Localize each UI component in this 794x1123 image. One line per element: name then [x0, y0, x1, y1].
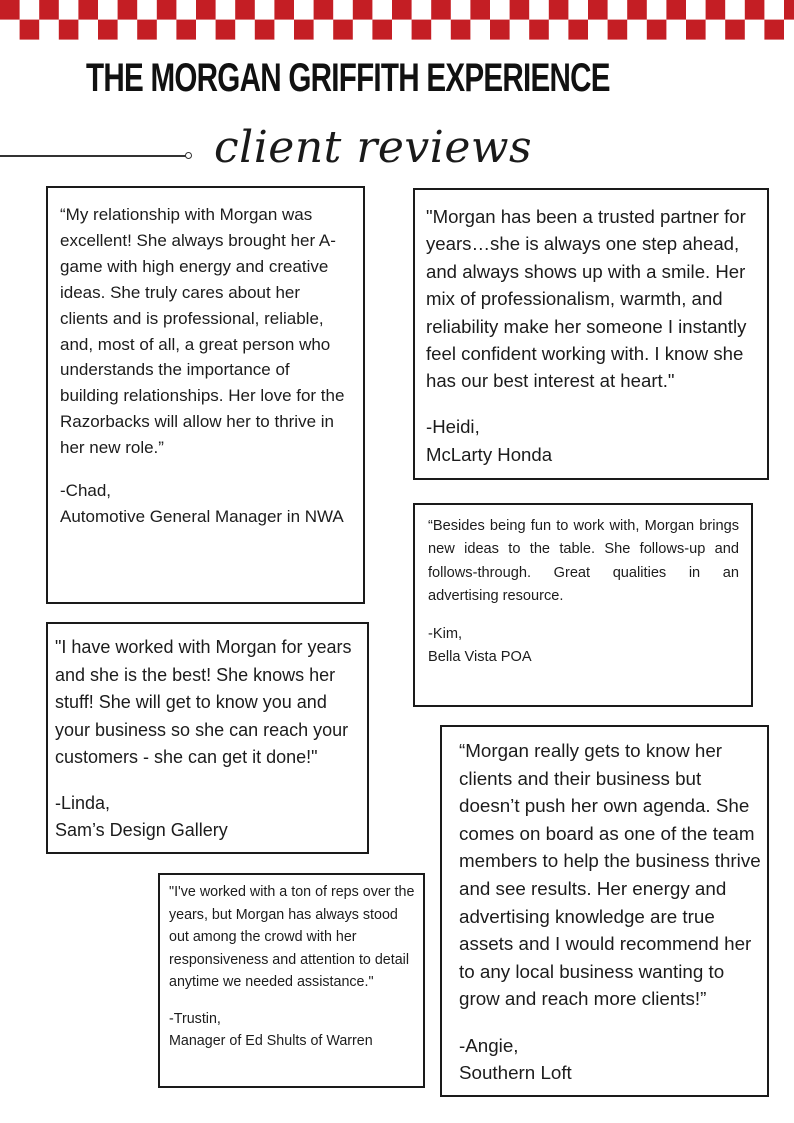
checker-cell	[470, 20, 490, 40]
checker-cell	[647, 20, 667, 40]
review-card-kim	[413, 503, 753, 707]
reviewer-name: -Linda,	[55, 792, 111, 813]
checker-cell	[549, 0, 569, 20]
checker-cell	[431, 0, 451, 20]
checker-cell	[529, 0, 549, 20]
review-quote: “My relationship with Morgan was excellent! She always brought her A-game with high energy and creative ideas. She truly cares about her clients and is professional, reliable, and, most of all, a great person who understands the importance of building relationships. Her love for the Razorbacks will allow her to thrive in her new role.”	[60, 205, 345, 458]
checker-cell	[294, 20, 314, 40]
checker-cell	[725, 0, 745, 20]
checker-cell	[470, 0, 490, 20]
checker-cell	[392, 20, 412, 40]
reviewer-name: -Chad,	[60, 481, 112, 501]
divider-dot	[185, 152, 192, 159]
checker-cell	[39, 0, 59, 20]
checker-cell	[451, 20, 471, 40]
reviewer-name: -Angie,	[459, 1034, 519, 1056]
checker-cell	[0, 20, 20, 40]
review-quote: "I have worked with Morgan for years and she is the best! She knows her stuff! She will get to know you and your business so she can reach your customers - she can get it done!"	[55, 637, 352, 767]
checker-cell	[627, 20, 647, 40]
checker-cell	[666, 20, 686, 40]
checker-cell	[490, 0, 510, 20]
checker-cell	[510, 0, 530, 20]
checker-cell	[588, 0, 608, 20]
checker-cell	[176, 20, 196, 40]
checker-cell	[39, 20, 59, 40]
checker-cell	[137, 20, 157, 40]
checker-cell	[431, 20, 451, 40]
checker-cell	[255, 0, 275, 20]
reviewer-name: -Kim,	[428, 625, 463, 642]
checker-cell	[98, 0, 118, 20]
checker-cell	[451, 0, 471, 20]
checker-cell	[647, 0, 667, 20]
checker-cell	[294, 0, 314, 20]
checker-cell	[666, 0, 686, 20]
divider-line	[0, 155, 186, 157]
checker-cell	[333, 20, 353, 40]
checker-cell	[372, 20, 392, 40]
review-card-angie	[440, 725, 769, 1097]
review-card-chad	[46, 186, 365, 604]
checker-cell	[412, 20, 432, 40]
checker-cell	[510, 20, 530, 40]
checker-cell	[20, 0, 40, 20]
checker-cell	[176, 0, 196, 20]
reviewer-name: -Trustin,	[169, 1010, 221, 1027]
checker-cell	[412, 0, 432, 20]
reviewer-affiliation: Bella Vista POA	[428, 649, 532, 666]
page-subtitle: client reviews	[214, 122, 533, 173]
checkered-border	[0, 0, 794, 40]
checker-cell	[784, 20, 794, 40]
checker-cell	[568, 0, 588, 20]
checker-cell	[118, 20, 138, 40]
checker-cell	[372, 0, 392, 20]
checker-cell	[20, 20, 40, 40]
checker-cell	[549, 20, 569, 40]
checker-cell	[686, 0, 706, 20]
review-quote: "I've worked with a ton of reps over the years, but Morgan has always stood out among the crowd with her responsiveness and attention to detail anytime we needed assistance."	[169, 884, 415, 990]
checker-cell	[314, 20, 334, 40]
checker-cell	[706, 0, 726, 20]
checker-cell	[78, 20, 98, 40]
checker-cell	[59, 20, 79, 40]
checker-cell	[157, 0, 177, 20]
checker-cell	[216, 20, 236, 40]
review-card-linda	[46, 622, 369, 854]
checker-cell	[529, 20, 549, 40]
review-quote: "Morgan has been a trusted partner for years…she is always one step ahead, and always shows up with a smile. Her mix of professionalism, warmth, and reliability make her someone I instantly feel confident working with. I know she has our best interest at heart."	[426, 206, 747, 392]
reviewer-affiliation: McLarty Honda	[426, 443, 553, 465]
page-title: THE MORGAN GRIFFITH EXPERIENCE	[86, 56, 610, 100]
checker-cell	[608, 20, 628, 40]
checker-cell	[745, 20, 765, 40]
checker-cell	[490, 20, 510, 40]
reviewer-affiliation: Sam’s Design Gallery	[55, 820, 228, 840]
reviewer-affiliation: Manager of Ed Shults of Warren	[169, 1033, 373, 1050]
reviewer-affiliation: Automotive General Manager in NWA	[60, 506, 344, 526]
reviewer-affiliation: Southern Loft	[459, 1062, 572, 1084]
review-quote: “Besides being fun to work with, Morgan brings new ideas to the table. She follows-up and follows-through. Great qualities in an advertising resource.	[428, 518, 739, 604]
checker-cell	[627, 0, 647, 20]
checker-cell	[314, 0, 334, 20]
checker-cell	[255, 20, 275, 40]
checker-cell	[98, 20, 118, 40]
checker-cell	[608, 0, 628, 20]
checker-cell	[568, 20, 588, 40]
checker-cell	[216, 0, 236, 20]
checker-cell	[764, 20, 784, 40]
checker-cell	[274, 0, 294, 20]
review-card-trustin	[158, 873, 425, 1088]
checker-cell	[196, 20, 216, 40]
checker-cell	[353, 0, 373, 20]
checker-cell	[157, 20, 177, 40]
checker-cell	[118, 0, 138, 20]
checker-cell	[764, 0, 784, 20]
checker-cell	[392, 0, 412, 20]
checker-cell	[686, 20, 706, 40]
review-quote: “Morgan really gets to know her clients and their business but doesn’t push her own agenda. She comes on board as one of the team members to help the business thrive and see results. Her energy and advertising knowledge are true assets and I would recommend her to any local business wanting to grow and reach more clients!”	[459, 740, 761, 1010]
checker-cell	[196, 0, 216, 20]
checker-cell	[274, 20, 294, 40]
checker-cell	[725, 20, 745, 40]
checker-cell	[59, 0, 79, 20]
checker-cell	[333, 0, 353, 20]
checker-cell	[588, 20, 608, 40]
checker-cell	[137, 0, 157, 20]
checker-cell	[706, 20, 726, 40]
checker-cell	[235, 20, 255, 40]
checker-cell	[78, 0, 98, 20]
reviewer-name: -Heidi,	[426, 416, 480, 438]
checker-cell	[353, 20, 373, 40]
review-card-heidi	[413, 188, 769, 480]
checker-cell	[784, 0, 794, 20]
checker-cell	[235, 0, 255, 20]
checker-cell	[0, 0, 20, 20]
checker-cell	[745, 0, 765, 20]
